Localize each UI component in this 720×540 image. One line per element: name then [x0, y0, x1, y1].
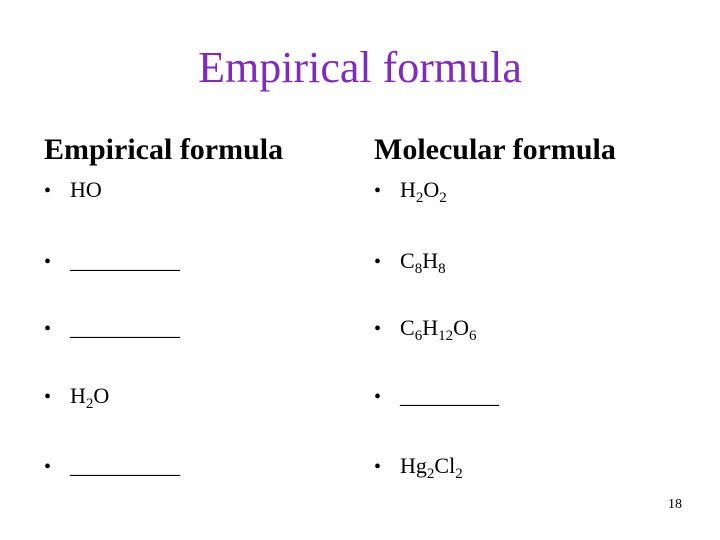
bullet-icon: •	[374, 386, 382, 408]
empirical-formula-text	[70, 177, 102, 202]
empirical-formula-text	[70, 315, 180, 340]
molecular-column-header: Molecular formula	[374, 133, 616, 166]
formula-subscript: 2	[426, 466, 435, 482]
bullet-icon: •	[44, 180, 52, 202]
molecular-formula-text	[400, 453, 463, 482]
bullet-icon: •	[44, 386, 52, 408]
formula-segment: __________	[70, 315, 180, 340]
formula-segment: H	[422, 315, 439, 340]
formula-subscript: 6	[414, 328, 423, 344]
empirical-formula-text	[70, 383, 110, 412]
formula-subscript: 2	[439, 190, 447, 206]
formula-segment: H	[70, 383, 86, 408]
formula-segment: H	[422, 248, 439, 273]
formula-segment: __________	[70, 248, 180, 273]
formula-subscript: 8	[438, 261, 446, 277]
molecular-formula-text	[400, 383, 499, 408]
slide-title: Empirical formula	[198, 43, 522, 92]
formula-segment: __________	[70, 453, 180, 478]
empirical-formula-item	[44, 382, 109, 411]
molecular-formula-text	[400, 315, 477, 344]
bullet-icon: •	[44, 456, 52, 478]
formula-subscript: 12	[438, 328, 454, 344]
bullet-icon: •	[374, 251, 382, 273]
formula-segment: O	[423, 177, 440, 202]
bullet-icon: •	[374, 456, 382, 478]
formula-segment: Hg	[400, 453, 427, 478]
empirical-formula-text	[70, 453, 180, 478]
molecular-formula-item	[374, 452, 463, 481]
molecular-formula-item	[374, 247, 446, 276]
formula-subscript: 2	[415, 190, 424, 206]
formula-segment: H	[400, 177, 416, 202]
formula-subscript: 2	[85, 396, 94, 412]
bullet-icon: •	[44, 251, 52, 273]
formula-segment: C	[400, 248, 415, 273]
bullet-icon: •	[44, 318, 52, 340]
empirical-formula-item	[44, 247, 180, 276]
page-number: 18	[668, 497, 682, 512]
empirical-formula-text	[70, 248, 180, 273]
empirical-formula-item	[44, 176, 102, 205]
molecular-formula-item	[374, 314, 476, 343]
formula-segment: _________	[400, 383, 499, 408]
empirical-formula-item	[44, 452, 180, 481]
formula-segment: O	[453, 315, 469, 340]
formula-subscript: 8	[414, 261, 423, 277]
empirical-formula-item	[44, 314, 180, 343]
molecular-formula-text	[400, 177, 447, 206]
formula-segment: C	[400, 315, 415, 340]
molecular-formula-item	[374, 382, 499, 411]
formula-subscript: 2	[455, 466, 463, 482]
molecular-formula-item	[374, 176, 447, 205]
empirical-column-header: Empirical formula	[44, 133, 284, 166]
formula-segment: HO	[70, 177, 102, 202]
bullet-icon: •	[374, 318, 382, 340]
formula-segment: O	[93, 383, 110, 408]
formula-segment: Cl	[434, 453, 456, 478]
bullet-icon: •	[374, 180, 382, 202]
molecular-formula-text	[400, 248, 446, 277]
formula-subscript: 6	[468, 328, 477, 344]
